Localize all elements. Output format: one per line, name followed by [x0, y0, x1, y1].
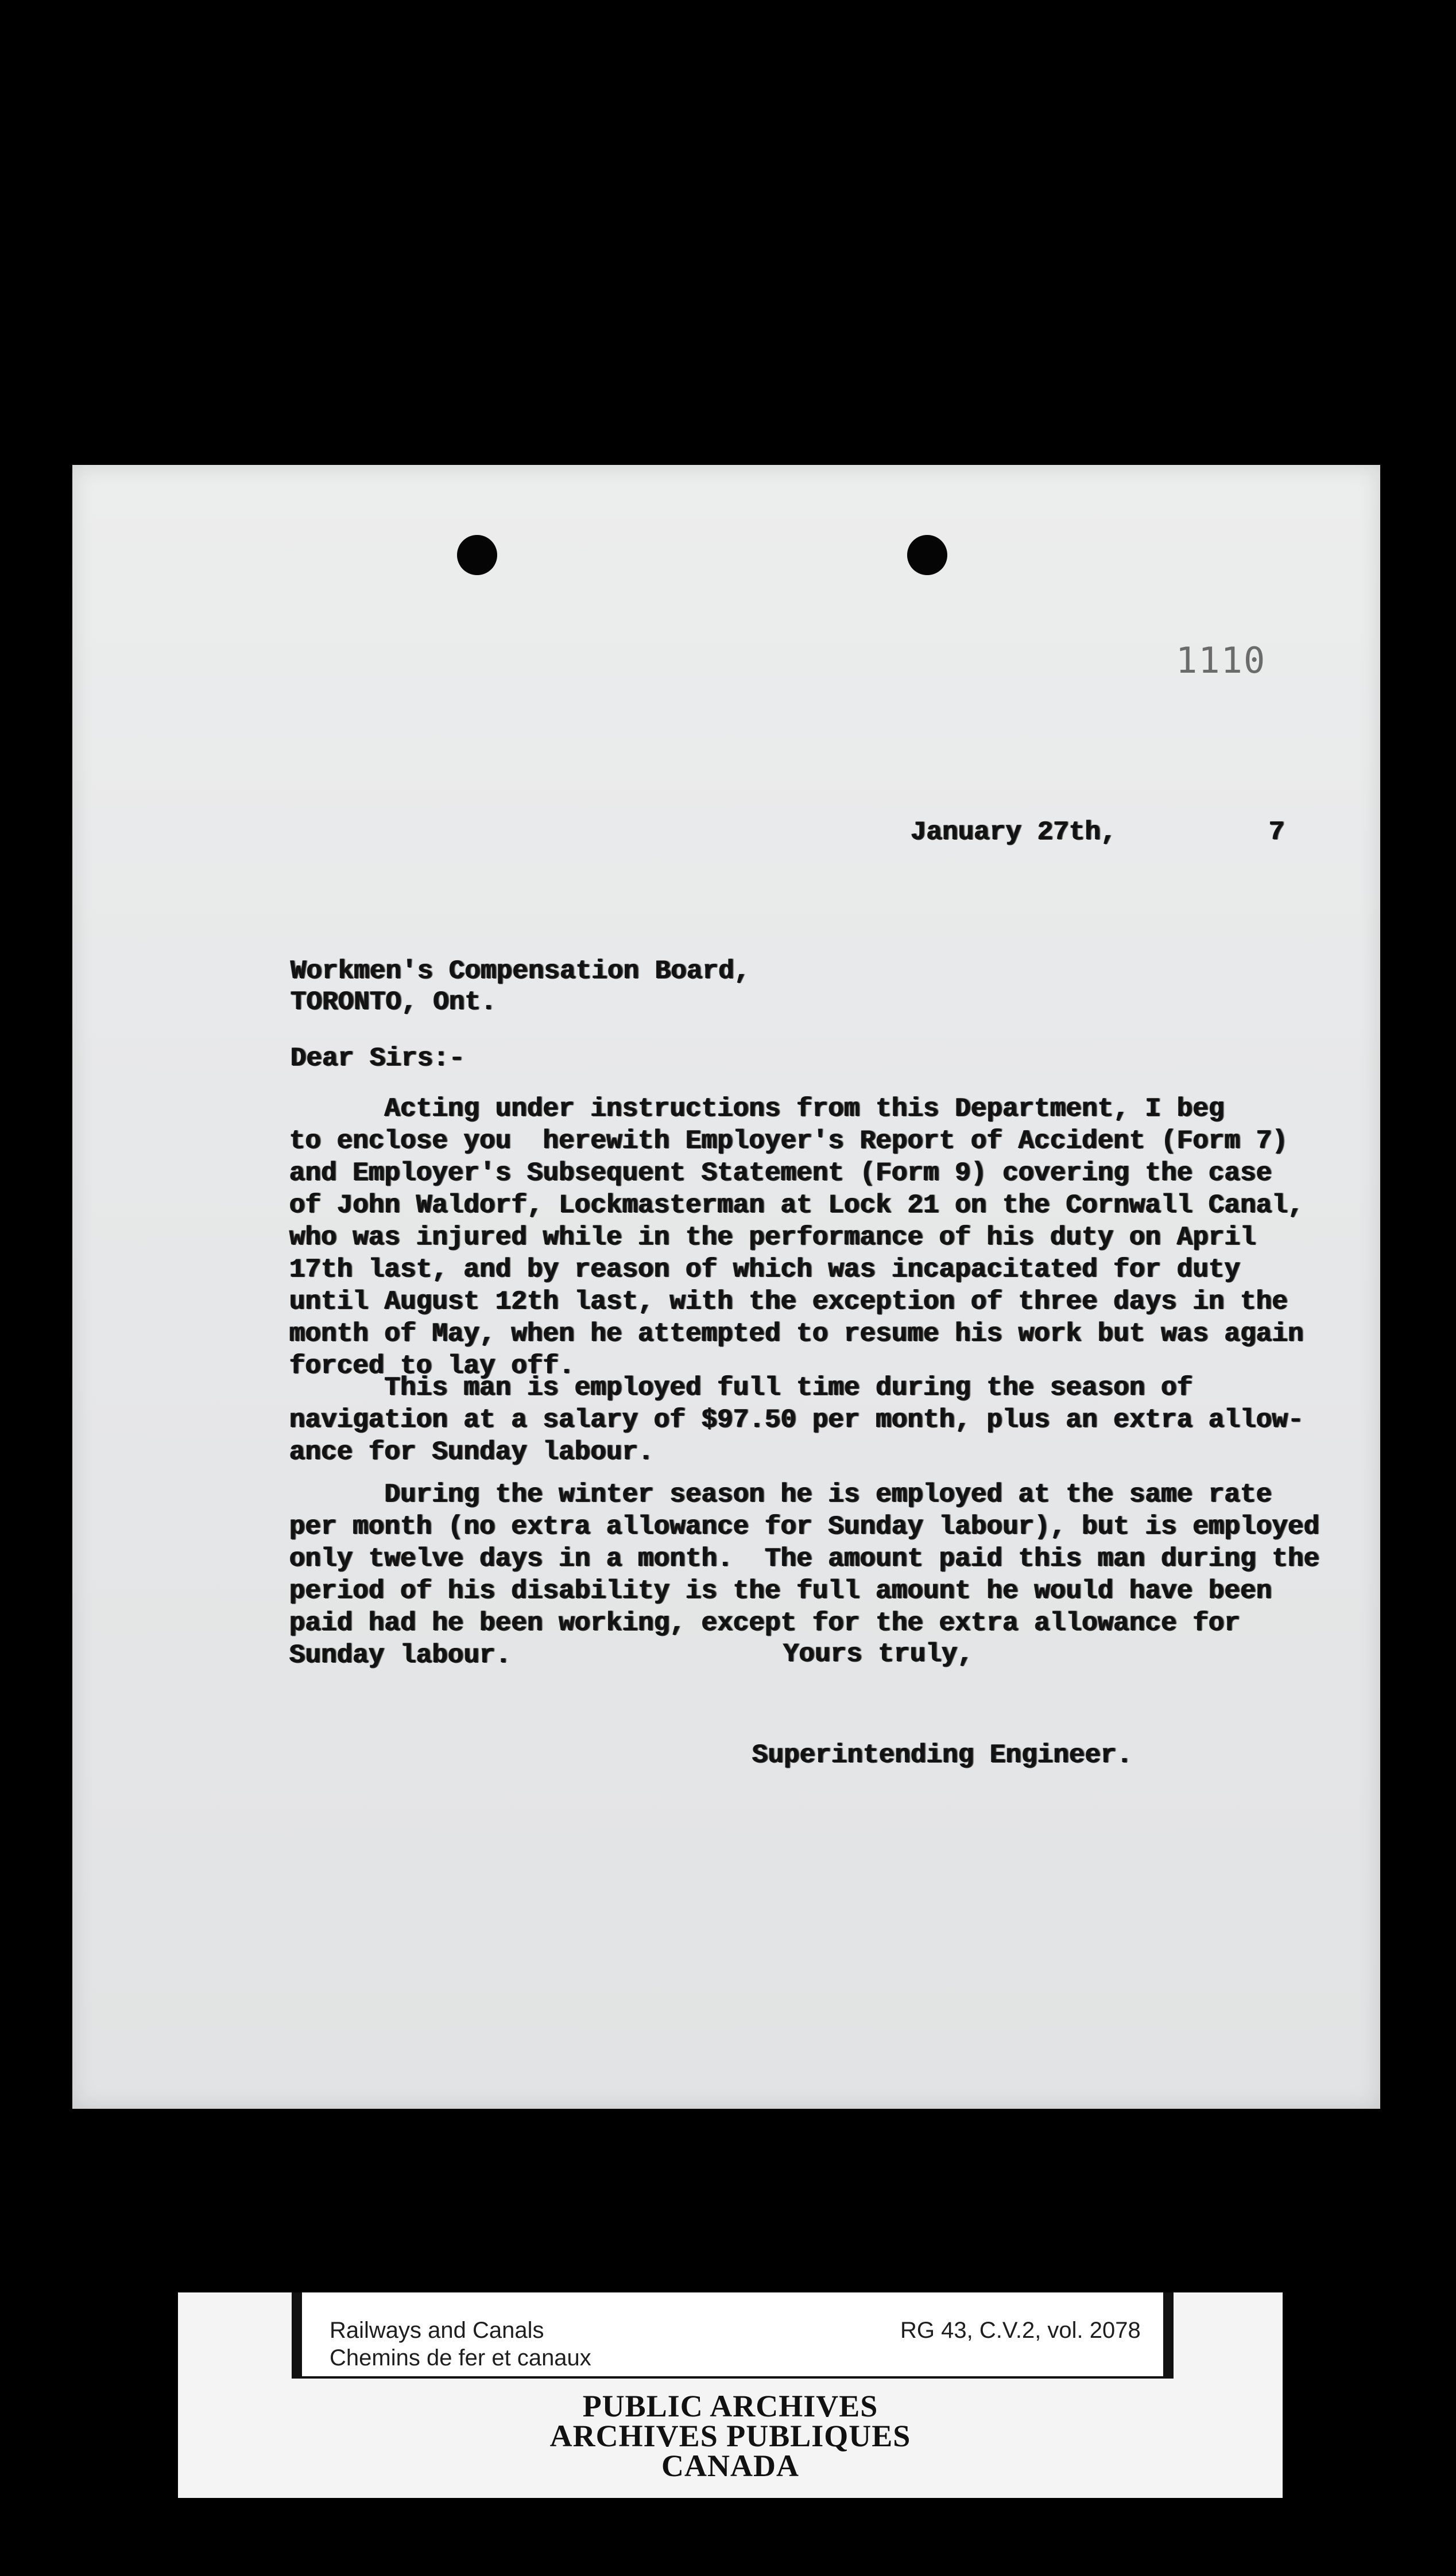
paragraph-line: month of May, when he attempted to resume his work but was again — [289, 1319, 1304, 1349]
paragraph-line: only twelve days in a month. The amount paid this man during the — [289, 1544, 1320, 1574]
institution-name-fr: ARCHIVES PUBLIQUES — [549, 2419, 911, 2453]
paragraph-line: During the winter season he is employed at the same rate — [289, 1480, 1272, 1510]
paragraph-line: Acting under instructions from this Department, I beg — [289, 1094, 1225, 1124]
paragraph-line: 17th last, and by reason of which was incapacitated for duty — [289, 1255, 1241, 1285]
closing: Yours truly, — [783, 1639, 974, 1669]
paragraph-accident — [289, 1093, 1432, 1382]
paragraph-line: Sunday labour. — [289, 1640, 512, 1670]
archive-label — [178, 2292, 1283, 2498]
series-name-fr: Chemins de fer et canaux — [330, 2345, 591, 2371]
paragraph-line: until August 12th last, with the exception of three days in the — [289, 1287, 1288, 1317]
institution-name-en: PUBLIC ARCHIVES — [582, 2389, 878, 2423]
paragraph-line: who was injured while in the performance of his duty on April — [289, 1223, 1256, 1252]
letter-date: January 27th, — [911, 817, 1117, 847]
paragraph-line: forced to lay off. — [289, 1351, 575, 1381]
date-mark: 7 — [1269, 817, 1285, 847]
recipient-city: TORONTO, Ont. — [291, 987, 497, 1017]
institution-country: CANADA — [661, 2449, 799, 2483]
paragraph-line: This man is employed full time during the season of — [289, 1373, 1193, 1403]
paragraph-line: navigation at a salary of $97.50 per month, plus an extra allow- — [289, 1405, 1304, 1435]
salutation: Dear Sirs:- — [291, 1043, 465, 1073]
paragraph-line: period of his disability is the full amount he would have been — [289, 1576, 1272, 1606]
archive-reference-box — [300, 2292, 1165, 2379]
folio-number: 1110 — [1176, 639, 1267, 681]
paragraph-line: per month (no extra allowance for Sunday labour), but is employed — [289, 1512, 1320, 1542]
paragraph-line: paid had he been working, except for the extra allowance for — [289, 1608, 1241, 1638]
signature-title: Superintending Engineer. — [752, 1740, 1133, 1770]
paragraph-line: and Employer's Subsequent Statement (Form 9) covering the case — [289, 1158, 1272, 1188]
punch-hole-left — [457, 535, 497, 575]
punch-hole-right — [907, 535, 947, 575]
paragraph-line: to enclose you herewith Employer's Report of Accident (Form 7) — [289, 1126, 1288, 1156]
archive-reference: RG 43, C.V.2, vol. 2078 — [900, 2318, 1141, 2343]
paragraph-line: of John Waldorf, Lockmasterman at Lock 21 on the Cornwall Canal, — [289, 1190, 1304, 1220]
paragraph-salary — [289, 1372, 1432, 1468]
paragraph-line: ance for Sunday labour. — [289, 1437, 654, 1467]
letter-page — [72, 465, 1380, 2109]
series-name-en: Railways and Canals — [330, 2318, 544, 2343]
recipient-name: Workmen's Compensation Board, — [291, 956, 750, 986]
